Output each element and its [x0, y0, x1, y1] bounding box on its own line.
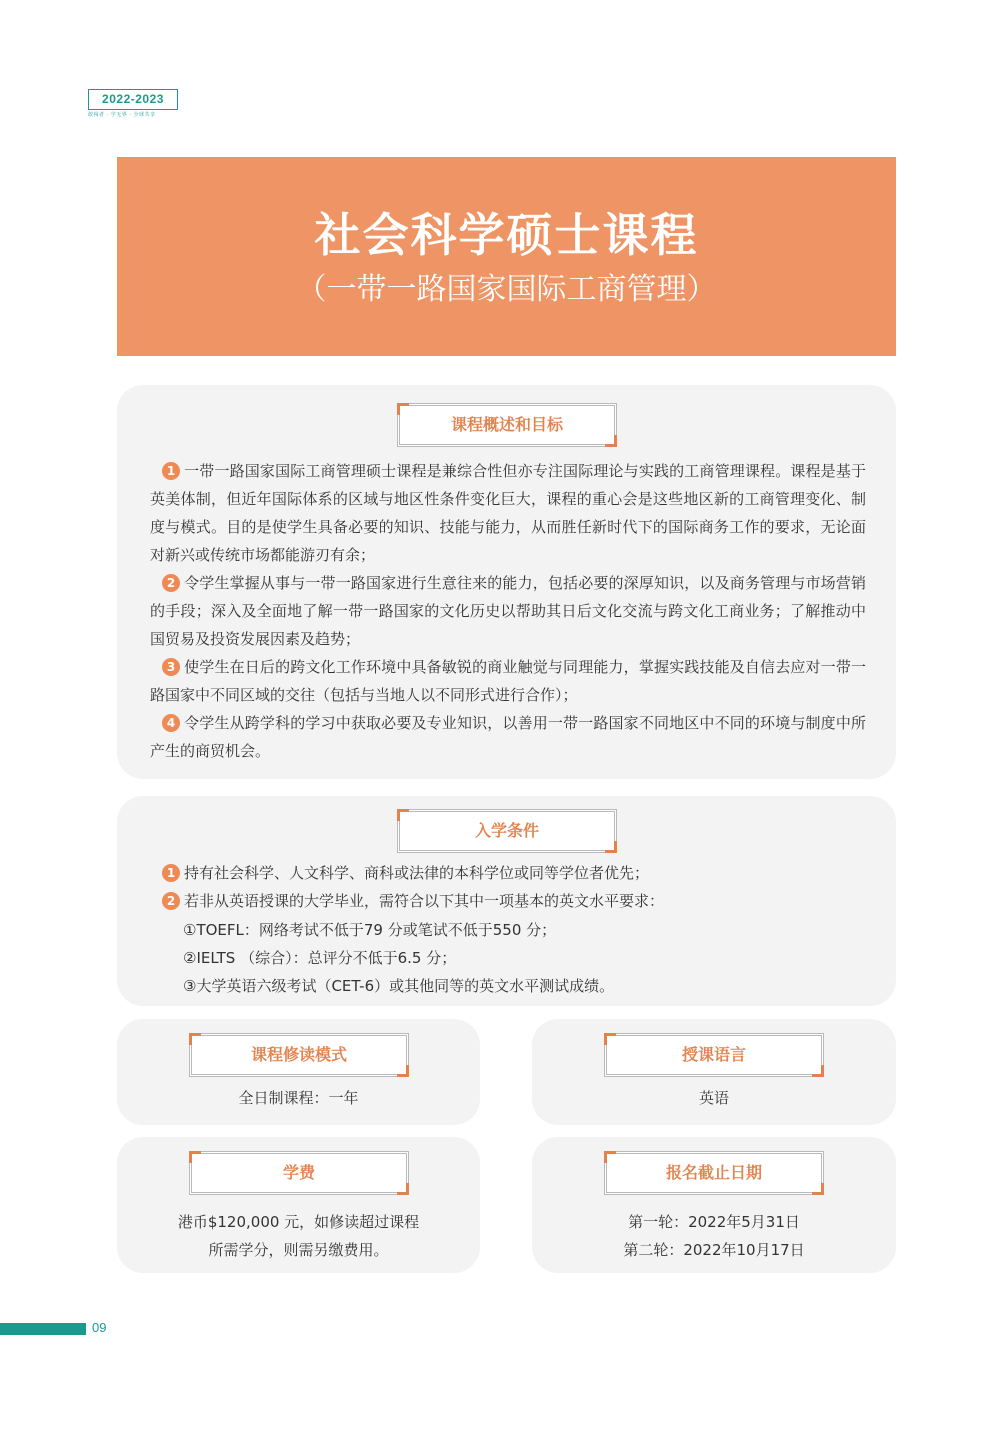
- entry-sub-item: ①TOEFL：网络考试不低于79 分或笔试不低于550 分；: [183, 921, 557, 939]
- number-badge-icon: 1: [162, 864, 180, 882]
- overview-card: [117, 385, 896, 779]
- study-mode-text: 全日制课程：一年: [238, 1089, 359, 1107]
- overview-item-text: 使学生在日后的跨文化工作环境中具备敏锐的商业触觉与同理能力，掌握实践技能及自信去应对一带一路国家中不同区域的交往（包括与当地人以不同形式进行合作）；: [150, 658, 866, 704]
- number-badge-icon: 2: [162, 892, 180, 910]
- entry-item: [150, 859, 866, 887]
- deadline-heading: 报名截止日期: [606, 1153, 822, 1193]
- language-text: 英语: [698, 1089, 729, 1107]
- fee-card: [117, 1137, 480, 1273]
- page-subtitle: （一带一路国家国际工商管理）: [296, 272, 717, 307]
- entry-card: [117, 796, 896, 1006]
- overview-item-text: 令学生掌握从事与一带一路国家进行生意往来的能力，包括必要的深厚知识，以及商务管理与市场营销的手段；深入及全面地了解一带一路国家的文化历史以帮助其日后文化交流与跨文化工商业务；了解推动中国贸易及投资发展因素及趋势；: [150, 574, 866, 648]
- fee-line: 港币$120,000 元，如修读超过课程: [177, 1213, 420, 1231]
- entry-item-text: 若非从英语授课的大学毕业，需符合以下其中一项基本的英文水平要求：: [184, 892, 665, 910]
- fee-heading: 学费: [191, 1153, 407, 1193]
- study-mode-heading: 课程修读模式: [191, 1035, 407, 1075]
- overview-item-text: 一带一路国家国际工商管理硕士课程是兼综合性但亦专注国际理论与实践的工商管理课程。课程是基于英美体制，但近年国际体系的区域与地区性条件变化巨大，课程的重心会是这些地区新的工商管理变化、制度与模式。目的是使学生具备必要的知识、技能与能力，从而胜任新时代下的国际商务工作的要求，无论面对新兴或传统市场都能游刃有余；: [150, 462, 866, 564]
- number-badge-icon: 1: [162, 462, 180, 480]
- number-badge-icon: 2: [162, 574, 180, 592]
- language-heading: 授课语言: [606, 1035, 822, 1075]
- overview-item: [150, 653, 866, 709]
- footer-accent-bar: [0, 1323, 86, 1335]
- overview-item: [150, 457, 866, 569]
- deadline-line: 第一轮：2022年5月31日: [628, 1213, 800, 1231]
- entry-item-text: 持有社会科学、人文科学、商科或法律的本科学位或同等学位者优先；: [184, 864, 650, 882]
- fee-line: 所需学分，则需另缴费用。: [208, 1241, 389, 1259]
- entry-item: [150, 887, 866, 915]
- overview-heading: 课程概述和目标: [399, 405, 615, 445]
- hero-banner: [117, 157, 896, 356]
- header-slogan: 敢闯者 · 学无界 · 全球共享: [88, 112, 156, 118]
- deadline-line: 第二轮：2022年10月17日: [623, 1241, 805, 1259]
- language-card: [532, 1019, 896, 1125]
- study-mode-card: [117, 1019, 480, 1125]
- entry-sub-item: ②IELTS （综合）：总评分不低于6.5 分；: [183, 949, 457, 967]
- overview-item: [150, 709, 866, 765]
- number-badge-icon: 3: [162, 658, 180, 676]
- year-badge: 2022-2023: [88, 89, 178, 110]
- page-number: 09: [92, 1320, 107, 1335]
- entry-sub-item: ③大学英语六级考试（CET-6）或其他同等的英文水平测试成绩。: [183, 977, 615, 995]
- deadline-card: [532, 1137, 896, 1273]
- overview-item-text: 令学生从跨学科的学习中获取必要及专业知识，以善用一带一路国家不同地区中不同的环境与制度中所产生的商贸机会。: [150, 714, 866, 760]
- overview-item: [150, 569, 866, 653]
- page-title: 社会科学硕士课程: [314, 208, 699, 262]
- entry-heading: 入学条件: [399, 811, 615, 851]
- number-badge-icon: 4: [162, 714, 180, 732]
